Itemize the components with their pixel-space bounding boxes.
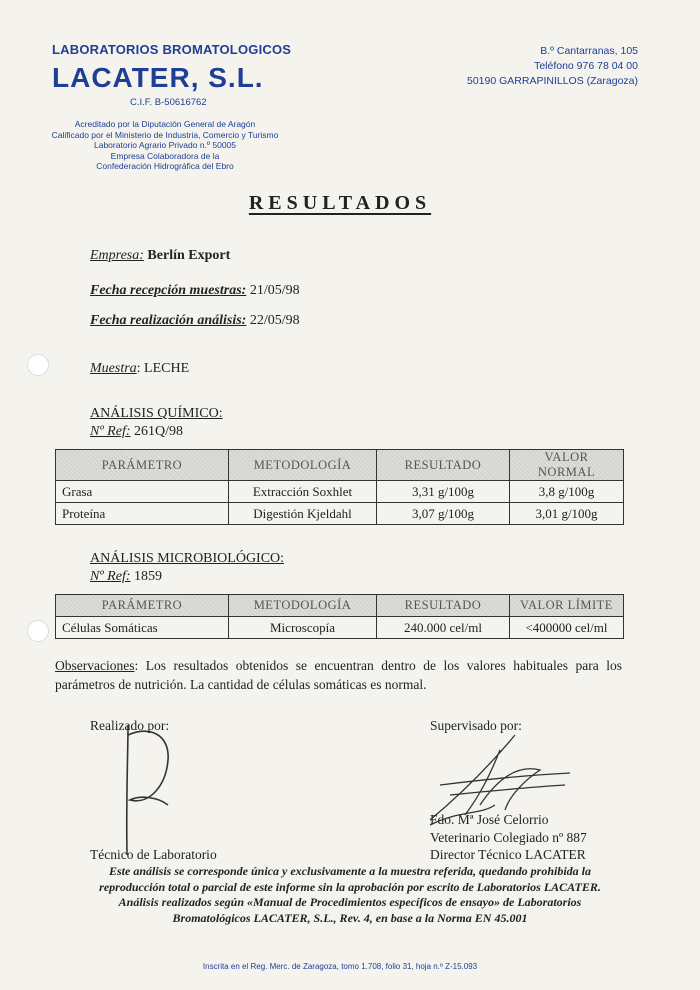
address-block <box>467 44 638 89</box>
observaciones-label: Observaciones <box>55 658 135 673</box>
brand-name: LACATER, S.L. <box>52 62 264 93</box>
table-cell: <400000 cel/ml <box>510 617 624 639</box>
disclaimer-line: reproducción total o parcial de este informe sin la aprobación por escrito de Laboratorios LACATER. <box>99 879 601 894</box>
table-cell: Grasa <box>56 481 229 503</box>
disclaimer-line: Análisis realizados según «Manual de Procedimientos específicos de ensayo» de Laboratorios <box>118 895 582 909</box>
column-header: RESULTADO <box>377 595 510 617</box>
recepcion-label: Fecha recepción muestras: <box>90 283 247 298</box>
micro-ref-label: Nº Ref: <box>90 569 131 584</box>
empresa-value: Berlín Export <box>147 248 231 263</box>
lab-name: LABORATORIOS BROMATOLOGICOS <box>52 42 292 57</box>
recepcion-value: 21/05/98 <box>249 283 300 298</box>
address-line: B.º Cantarranas, 105 <box>540 45 638 57</box>
micro-table <box>55 594 624 639</box>
column-header: RESULTADO <box>377 450 510 481</box>
disclaimer-line: Este análisis se corresponde única y exclusivamente a la muestra referida, quedando prohibida la <box>108 864 591 878</box>
micro-ref <box>90 569 162 585</box>
table-cell: Extracción Soxhlet <box>229 481 377 503</box>
quimico-ref-value: 261Q/98 <box>130 424 183 439</box>
table-cell: Microscopía <box>229 617 377 639</box>
signer-colegiado: Veterinario Colegiado nº 887 <box>430 830 587 845</box>
realizacion-value: 22/05/98 <box>249 313 300 328</box>
empresa-field <box>90 248 230 264</box>
registry-footer: Inscrita en el Reg. Merc. de Zaragoza, tomo 1.708, folio 31, hoja n.º Z-15.093 <box>202 962 478 971</box>
column-header: VALOR LÍMITE <box>510 595 624 617</box>
table-row <box>56 617 624 639</box>
column-header: PARÁMETRO <box>56 450 229 481</box>
supervisor-signature <box>420 725 580 835</box>
table-cell: Proteína <box>56 503 229 525</box>
observaciones <box>55 656 622 694</box>
quimico-ref <box>90 424 183 440</box>
micro-ref-value: 1859 <box>130 569 162 584</box>
disclaimer <box>80 864 620 926</box>
table-row <box>56 481 624 503</box>
micro-heading: ANÁLISIS MICROBIOLÓGICO: <box>90 551 285 566</box>
table-cell: 3,31 g/100g <box>377 481 510 503</box>
signer-title: Director Técnico LACATER <box>430 847 586 862</box>
muestra-field <box>90 361 189 377</box>
table-cell: 240.000 cel/ml <box>377 617 510 639</box>
phone-line: Teléfono 976 78 04 00 <box>534 60 638 72</box>
empresa-label: Empresa: <box>90 248 144 263</box>
recepcion-field <box>90 283 300 299</box>
column-header: VALOR NORMAL <box>510 450 624 481</box>
table-header-row <box>56 450 624 481</box>
address-line: 50190 GARRAPINILLOS (Zaragoza) <box>467 75 638 87</box>
accreditation-line: Confederación Hidrográfica del Ebro <box>96 161 234 171</box>
accreditation-line: Acreditado por la Diputación General de Aragón <box>74 119 256 129</box>
signer-name: Fdo. Mª José Celorrio <box>430 812 549 827</box>
technician-signature <box>110 715 200 865</box>
disclaimer-line: Bromatológicos LACATER, S.L., Rev. 4, en base a la Norma EN 45.001 <box>172 910 528 925</box>
supervisado-label: Supervisado por: <box>430 718 522 733</box>
table-cell: Células Somáticas <box>56 617 229 639</box>
realizacion-field <box>90 313 300 329</box>
column-header: METODOLOGÍA <box>229 450 377 481</box>
muestra-value: : LECHE <box>136 361 190 376</box>
punch-hole <box>27 354 49 376</box>
muestra-label: Muestra <box>90 361 137 376</box>
accreditation-line: Calificado por el Ministerio de Industria, Comercio y Turismo <box>51 129 279 140</box>
observaciones-text: : Los resultados obtenidos se encuentran dentro de los valores habituales para los parámetros de nutrición. La cantidad de células somáticas es normal. <box>55 658 622 692</box>
realizado-label: Realizado por: <box>90 718 170 733</box>
tecnico-label: Técnico de Laboratorio <box>90 847 217 862</box>
quimico-heading: ANÁLISIS QUÍMICO: <box>90 406 223 421</box>
table-cell: 3,07 g/100g <box>377 503 510 525</box>
realizacion-label: Fecha realización análisis: <box>90 313 247 328</box>
table-cell: Digestión Kjeldahl <box>229 503 377 525</box>
accreditation-block <box>40 119 290 172</box>
quimico-table <box>55 449 624 525</box>
page-title: RESULTADOS <box>248 192 432 214</box>
cif-number: C.I.F. B-50616762 <box>130 97 207 108</box>
accreditation-line: Laboratorio Agrario Privado n.º 50005 <box>93 140 237 150</box>
column-header: METODOLOGÍA <box>229 595 377 617</box>
table-header-row <box>56 595 624 617</box>
accreditation-line: Empresa Colaboradora de la <box>110 150 220 161</box>
punch-hole <box>27 620 49 642</box>
table-cell: 3,01 g/100g <box>510 503 624 525</box>
table-cell: 3,8 g/100g <box>510 481 624 503</box>
quimico-ref-label: Nº Ref: <box>90 424 131 439</box>
table-row <box>56 503 624 525</box>
column-header: PARÁMETRO <box>56 595 229 617</box>
